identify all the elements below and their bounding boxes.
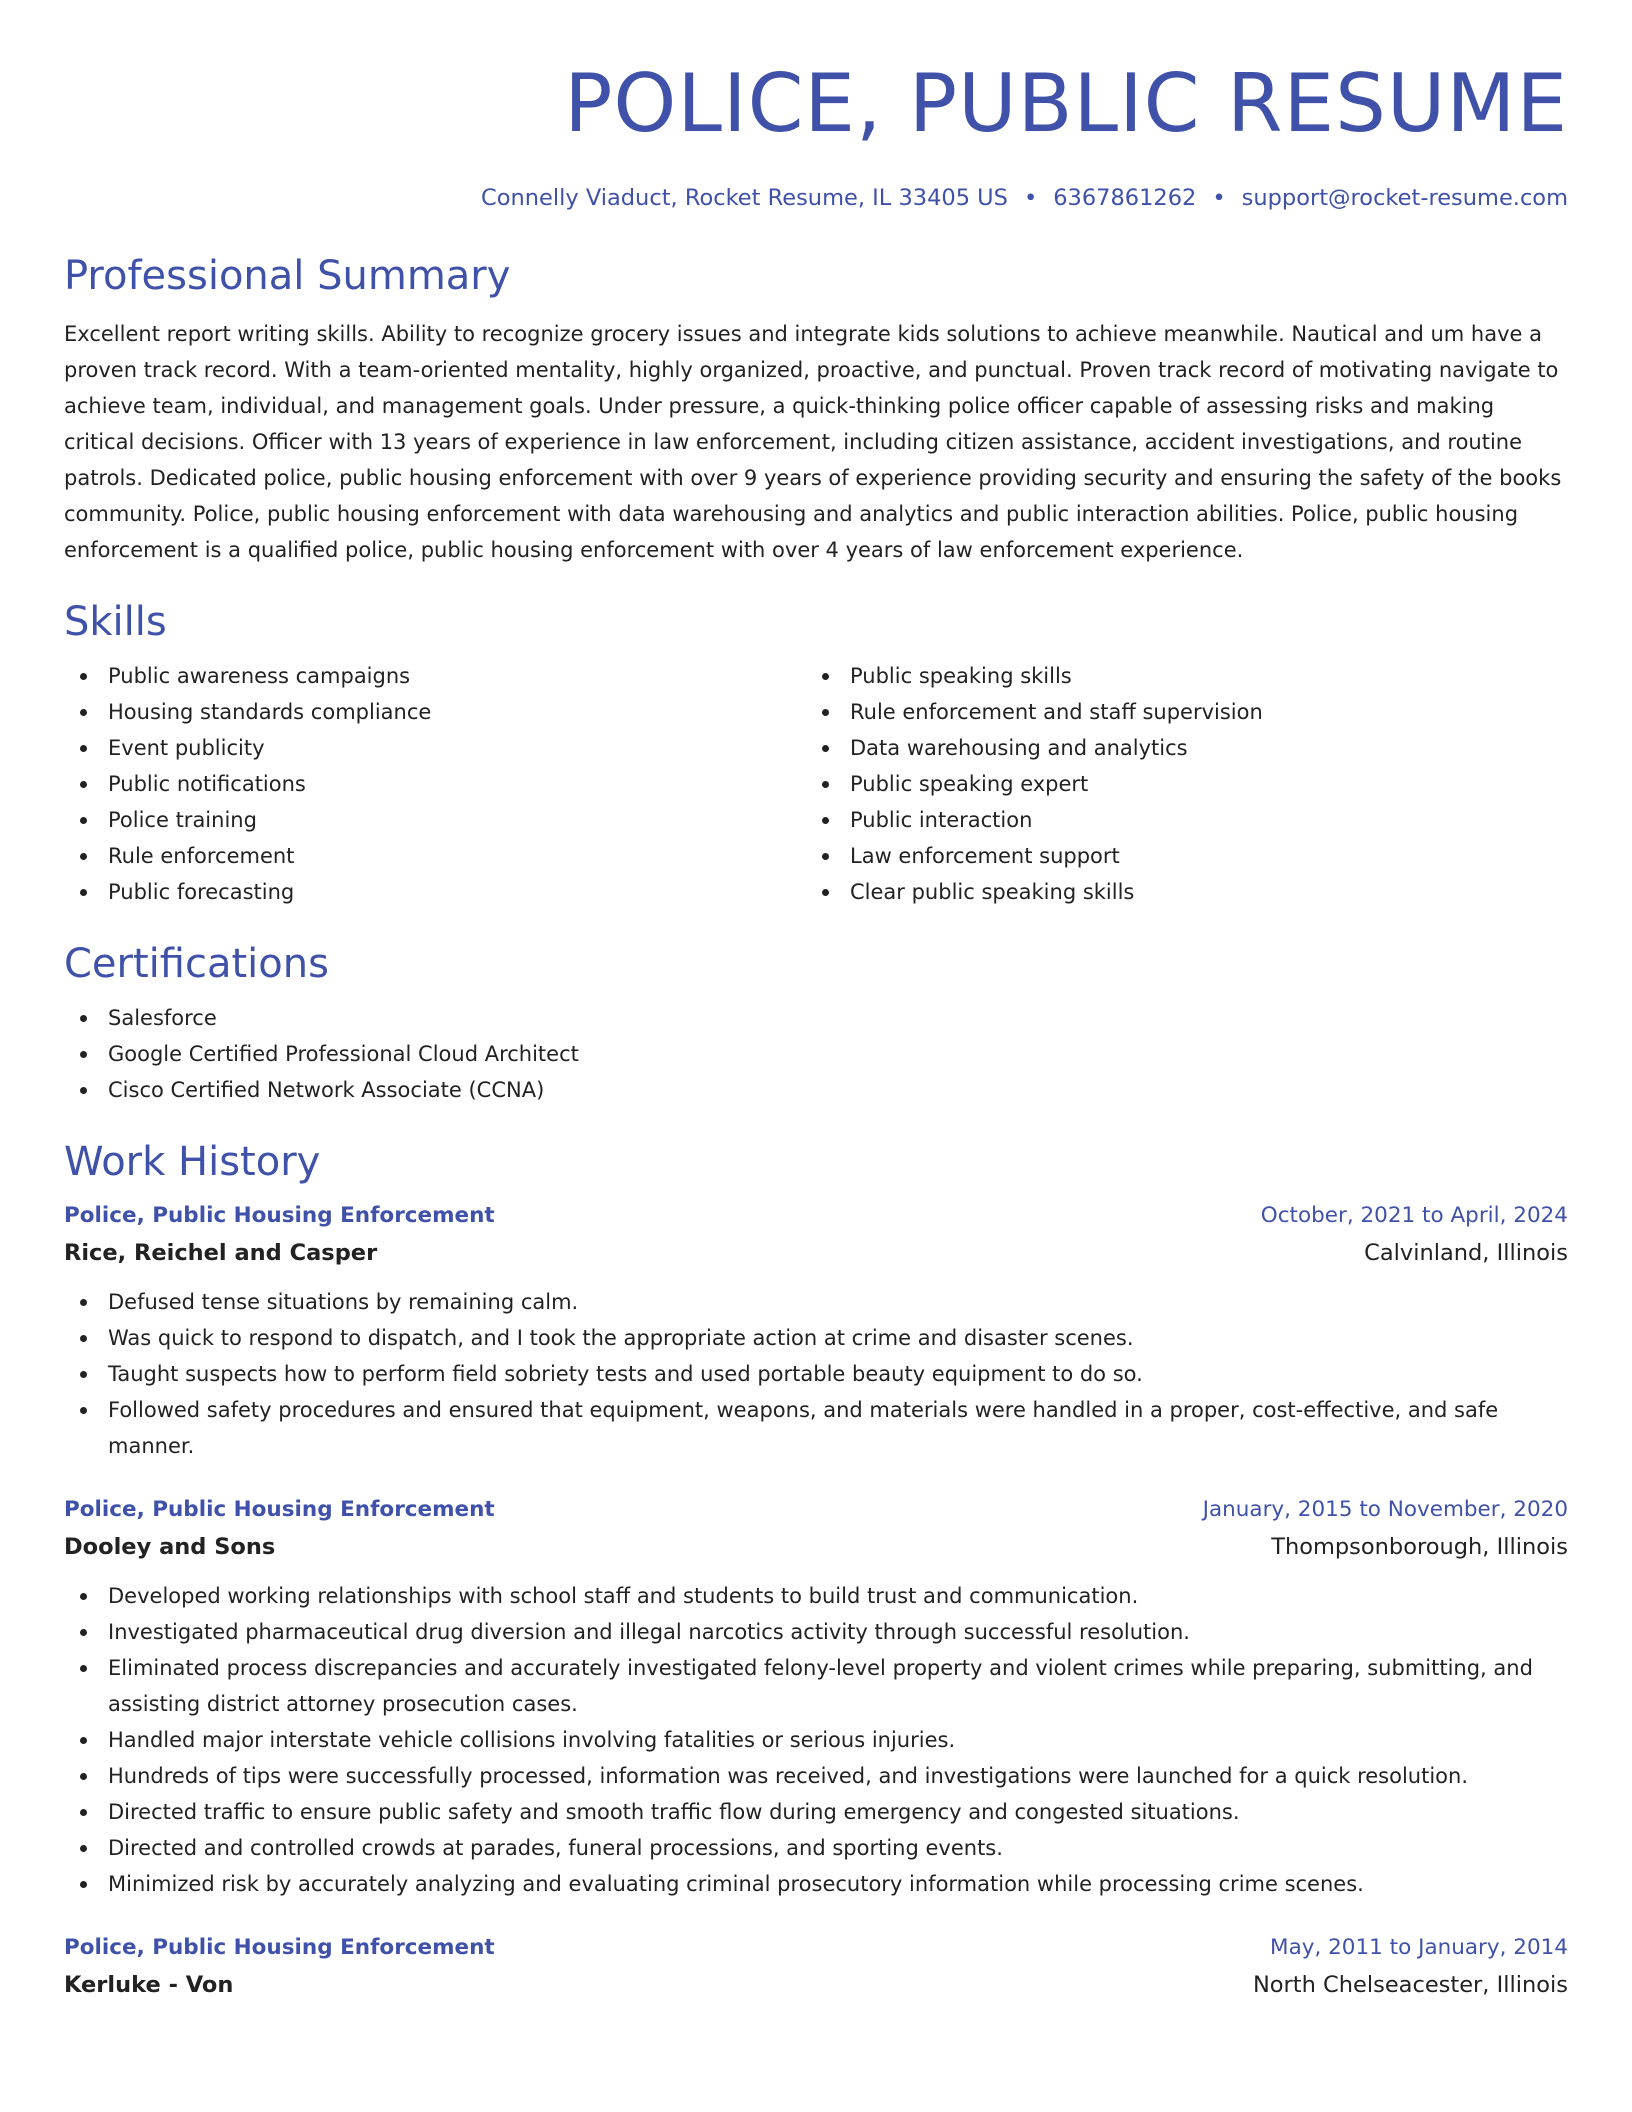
job-company: Dooley and Sons [64, 1534, 276, 1560]
certifications-title: Certifications [64, 941, 329, 987]
skill-item: Event publicity [64, 730, 806, 766]
job-company-row [64, 1528, 1568, 1566]
job-duty: Eliminated process discrepancies and accurately investigated felony-level property and violent crimes while preparing, submitting, and assisting district attorney prosecution cases. [64, 1650, 1568, 1722]
skills-left-list [64, 658, 806, 910]
resume-page [64, 0, 1568, 2112]
contact-phone: 6367861262 [1053, 185, 1197, 211]
certification-item: Salesforce [64, 1000, 1568, 1036]
summary-text: Excellent report writing skills. Ability to recognize grocery issues and integrate kids solutions to achieve meanwhile. Nautical and um have a proven track record. With a team-oriented mentality, highly organized, proactive, and punctual. Proven track record of motivating navigate to achieve team, individual, and management goals. Under pressure, a quick-thinking police officer capable of assessing risks and making critical decisions. Officer with 13 years of experience in law enforcement, including citizen assistance, accident investigations, and routine patrols. Dedicated police, public housing enforcement with over 9 years of experience providing security and ensuring the safety of the books community. Police, public housing enforcement with data warehousing and analytics and public interaction abilities. Police, public housing enforcement is a qualified police, public housing enforcement with over 4 years of law enforcement experience. [64, 322, 1562, 562]
skill-item: Public speaking skills [806, 658, 1548, 694]
job-duty: Directed and controlled crowds at parades, funeral processions, and sporting events. [64, 1830, 1568, 1866]
job-dates: October, 2021 to April, 2024 [1260, 1203, 1568, 1228]
job-company-row [64, 1234, 1568, 1272]
job-header-row [64, 1930, 1568, 1966]
skill-item: Public interaction [806, 802, 1548, 838]
contact-line [64, 182, 1568, 214]
skill-item: Clear public speaking skills [806, 874, 1548, 910]
job-header-row [64, 1198, 1568, 1234]
job-title: Police, Public Housing Enforcement [64, 1497, 495, 1522]
job-duty: Hundreds of tips were successfully processed, information was received, and investigations were launched for a quick resolution. [64, 1758, 1568, 1794]
skill-item: Public awareness campaigns [64, 658, 806, 694]
skills-title: Skills [64, 599, 167, 645]
job-location: Calvinland, Illinois [1364, 1240, 1568, 1266]
summary-title: Professional Summary [64, 253, 511, 299]
skill-item: Data warehousing and analytics [806, 730, 1548, 766]
job-header-row [64, 1492, 1568, 1528]
job-company-row [64, 1966, 1568, 2004]
resume-name: POLICE, PUBLIC RESUME [564, 57, 1568, 150]
job-location: North Chelseacester, Illinois [1252, 1972, 1568, 1998]
contact-separator: • [1212, 185, 1226, 211]
skill-item: Public notifications [64, 766, 806, 802]
job-duty: Developed working relationships with school staff and students to build trust and communication. [64, 1578, 1568, 1614]
job-duties-list [64, 1578, 1568, 1902]
certification-item: Cisco Certified Network Associate (CCNA) [64, 1072, 1568, 1108]
job-duty: Directed traffic to ensure public safety and smooth traffic flow during emergency and congested situations. [64, 1794, 1568, 1830]
job-duties-list [64, 1284, 1568, 1464]
skill-item: Law enforcement support [806, 838, 1548, 874]
certifications-list [64, 1000, 1568, 1108]
work-history-title: Work History [64, 1139, 321, 1185]
skill-item: Police training [64, 802, 806, 838]
job-entry [64, 1492, 1568, 1902]
job-dates: May, 2011 to January, 2014 [1270, 1935, 1568, 1960]
skills-right-list [806, 658, 1548, 910]
contact-separator: • [1023, 185, 1038, 211]
job-duty: Defused tense situations by remaining calm. [64, 1284, 1568, 1320]
job-title: Police, Public Housing Enforcement [64, 1203, 495, 1228]
certification-item: Google Certified Professional Cloud Architect [64, 1036, 1568, 1072]
job-dates: January, 2015 to November, 2020 [1202, 1497, 1568, 1522]
skills-grid [64, 658, 1568, 910]
contact-address: Connelly Viaduct, Rocket Resume, IL 33405 US [481, 185, 1008, 211]
skill-item: Housing standards compliance [64, 694, 806, 730]
skill-item: Public speaking expert [806, 766, 1548, 802]
resume-header [64, 0, 1568, 214]
job-company: Rice, Reichel and Casper [64, 1240, 378, 1266]
job-duty: Followed safety procedures and ensured that equipment, weapons, and materials were handled in a proper, cost-effective, and safe manner. [64, 1392, 1568, 1464]
job-duty: Was quick to respond to dispatch, and I took the appropriate action at crime and disaster scenes. [64, 1320, 1568, 1356]
job-duty: Taught suspects how to perform field sobriety tests and used portable beauty equipment to do so. [64, 1356, 1568, 1392]
job-duty: Minimized risk by accurately analyzing and evaluating criminal prosecutory information while processing crime scenes. [64, 1866, 1568, 1902]
job-entry [64, 1930, 1568, 2004]
job-entry [64, 1198, 1568, 1464]
job-title: Police, Public Housing Enforcement [64, 1935, 495, 1960]
skill-item: Public forecasting [64, 874, 806, 910]
contact-email: support@rocket-resume.com [1241, 185, 1568, 211]
job-duty: Handled major interstate vehicle collisions involving fatalities or serious injuries. [64, 1722, 1568, 1758]
job-company: Kerluke - Von [64, 1972, 234, 1998]
job-duty: Investigated pharmaceutical drug diversion and illegal narcotics activity through successful resolution. [64, 1614, 1568, 1650]
skill-item: Rule enforcement [64, 838, 806, 874]
skill-item: Rule enforcement and staff supervision [806, 694, 1548, 730]
job-location: Thompsonborough, Illinois [1271, 1534, 1568, 1560]
